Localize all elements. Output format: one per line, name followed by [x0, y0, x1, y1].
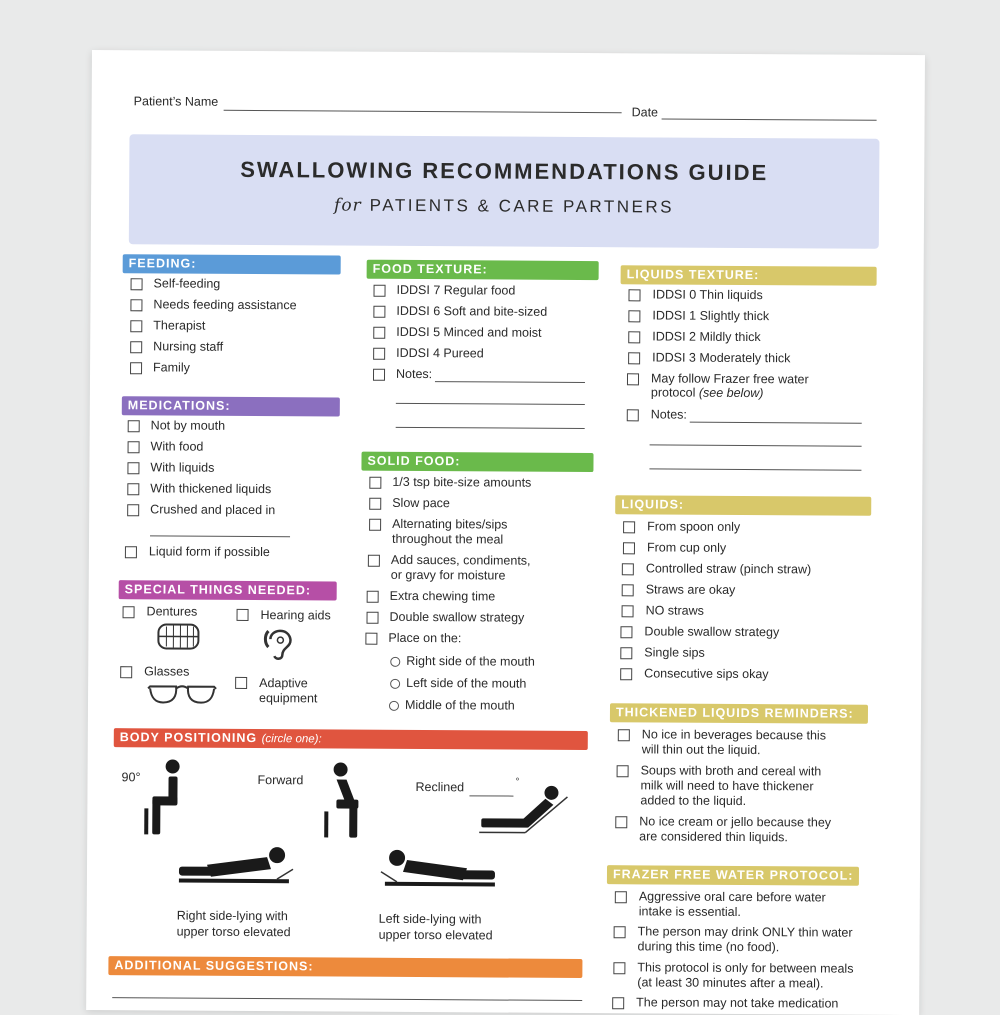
- checkbox[interactable]: [612, 997, 624, 1009]
- glasses-icon: [146, 682, 218, 706]
- hearing-aid-icon: [264, 625, 294, 661]
- checkbox[interactable]: [622, 605, 634, 617]
- checkbox[interactable]: [628, 331, 640, 343]
- list-item: With thickened liquids: [150, 481, 271, 497]
- checkbox[interactable]: [373, 306, 385, 318]
- body-title-note: (circle one):: [262, 733, 322, 745]
- list-item-cont: during this time (no food).: [637, 939, 779, 955]
- checkbox[interactable]: [120, 666, 132, 678]
- checkbox[interactable]: [622, 584, 634, 596]
- list-item-cont: intake is essential.: [639, 904, 741, 920]
- list-item: Alternating bites/sips: [392, 517, 507, 533]
- checkbox[interactable]: [127, 504, 139, 516]
- checkbox[interactable]: [368, 555, 380, 567]
- list-item: With food: [151, 439, 204, 454]
- frazer-list: [92, 50, 925, 55]
- frazer-header: FRAZER FREE WATER PROTOCOL:: [607, 865, 859, 886]
- sitting-forward-icon[interactable]: [322, 761, 366, 837]
- list-item: Soups with broth and cereal with: [641, 763, 822, 779]
- list-item: IDDSI 1 Slightly thick: [652, 308, 769, 324]
- crushed-line[interactable]: [150, 534, 290, 537]
- radio-button[interactable]: [390, 657, 400, 667]
- checkbox[interactable]: [615, 891, 627, 903]
- checkbox[interactable]: [620, 626, 632, 638]
- patient-name-line[interactable]: [224, 109, 622, 113]
- checkbox[interactable]: [369, 519, 381, 531]
- checkbox[interactable]: [615, 816, 627, 828]
- list-item: The person may drink ONLY thin water: [638, 924, 853, 940]
- list-item: IDDSI 7 Regular food: [396, 283, 515, 299]
- notes-line[interactable]: [690, 421, 862, 424]
- radio-button[interactable]: [390, 679, 400, 689]
- list-item: Middle of the mouth: [405, 698, 515, 714]
- list-item-cont: (at least 30 minutes after a meal).: [637, 975, 823, 991]
- checkbox[interactable]: [237, 609, 249, 621]
- checkbox[interactable]: [130, 299, 142, 311]
- checkbox[interactable]: [628, 310, 640, 322]
- right-side-lying-label-2: upper torso elevated: [177, 925, 291, 941]
- date-line[interactable]: [662, 117, 877, 120]
- list-item: No ice cream or jello because they: [639, 814, 831, 830]
- dentures-label: Dentures: [147, 604, 198, 619]
- checkbox[interactable]: [130, 320, 142, 332]
- list-item: IDDSI 2 Mildly thick: [652, 329, 760, 345]
- list-item: Left side of the mouth: [406, 676, 526, 692]
- checkbox[interactable]: [235, 677, 247, 689]
- solid-food-header: SOLID FOOD:: [361, 452, 593, 472]
- checkbox[interactable]: [125, 546, 137, 558]
- list-item: IDDSI 5 Minced and moist: [396, 325, 541, 341]
- list-item: Needs feeding assistance: [153, 297, 296, 313]
- checkbox[interactable]: [627, 409, 639, 421]
- list-item-cont: will thin out the liquid.: [642, 742, 761, 758]
- solid-food-list: [92, 50, 925, 55]
- list-item: Double swallow strategy: [389, 610, 524, 626]
- list-item: Slow pace: [392, 496, 450, 511]
- list-item: This protocol is only for between meals: [637, 960, 853, 976]
- title-banner: [129, 134, 880, 249]
- patient-name-label: Patient’s Name: [134, 94, 219, 109]
- list-item: Straws are okay: [646, 582, 736, 598]
- checkbox[interactable]: [618, 729, 630, 741]
- list-item: Place on the:: [388, 631, 461, 646]
- list-item: Therapist: [153, 318, 205, 333]
- checkbox[interactable]: [128, 441, 140, 453]
- list-item-cont: throughout the meal: [392, 532, 503, 548]
- checkbox[interactable]: [130, 341, 142, 353]
- liquids-texture-header: LIQUIDS TEXTURE:: [621, 265, 877, 286]
- see-below-note: (see below): [699, 386, 764, 400]
- list-item: IDDSI 4 Pureed: [396, 346, 484, 362]
- list-item: Not by mouth: [151, 418, 225, 433]
- checkbox[interactable]: [369, 498, 381, 510]
- checkbox[interactable]: [620, 647, 632, 659]
- reclined-text: Reclined: [415, 780, 464, 794]
- list-item: Self-feeding: [154, 276, 221, 291]
- left-side-lying-label-2: upper torso elevated: [379, 928, 493, 944]
- list-item: Notes:: [651, 407, 687, 422]
- adaptive-label-2: equipment: [259, 691, 317, 706]
- list-item: Consecutive sips okay: [644, 666, 768, 682]
- checkbox[interactable]: [617, 765, 629, 777]
- checkbox[interactable]: [628, 289, 640, 301]
- thickened-header: THICKENED LIQUIDS REMINDERS:: [610, 703, 868, 724]
- checkbox[interactable]: [623, 542, 635, 554]
- checkbox[interactable]: [131, 278, 143, 290]
- list-item: IDDSI 6 Soft and bite-sized: [396, 304, 547, 320]
- position-forward-label: Forward: [257, 773, 303, 788]
- checkbox[interactable]: [369, 477, 381, 489]
- medications-header: MEDICATIONS:: [122, 396, 340, 416]
- hearing-aids-label: Hearing aids: [261, 608, 331, 623]
- left-side-lying-label-1: Left side-lying with: [379, 912, 482, 928]
- checkbox[interactable]: [628, 352, 640, 364]
- list-item: IDDSI 3 Moderately thick: [652, 350, 790, 366]
- checkbox[interactable]: [620, 668, 632, 680]
- checkbox[interactable]: [622, 563, 634, 575]
- checkbox[interactable]: [613, 962, 625, 974]
- list-item: With liquids: [150, 460, 214, 475]
- list-item: Extra chewing time: [390, 589, 496, 605]
- right-side-lying-icon[interactable]: [177, 845, 297, 890]
- checkbox[interactable]: [373, 348, 385, 360]
- page-title: SWALLOWING RECOMMENDATIONS GUIDE: [129, 156, 879, 187]
- list-item-cont: are considered thin liquids.: [639, 829, 788, 845]
- body-positioning-header: [114, 728, 588, 750]
- list-item-cont: or gravy for moisture: [391, 568, 506, 584]
- list-item: Notes:: [396, 367, 432, 382]
- list-item-cont: added to the liquid.: [640, 793, 746, 809]
- medications-list: [92, 50, 925, 55]
- liquids-texture-list: [92, 50, 925, 55]
- list-item: IDDSI 0 Thin liquids: [652, 287, 762, 303]
- list-item: Double swallow strategy: [644, 624, 779, 640]
- checkbox[interactable]: [367, 612, 379, 624]
- thickened-list: [92, 50, 925, 55]
- checkbox[interactable]: [373, 285, 385, 297]
- list-item-cont: [651, 385, 764, 401]
- list-item: Liquid form if possible: [149, 544, 270, 560]
- food-texture-header: FOOD TEXTURE:: [367, 260, 599, 280]
- dentures-icon: [156, 622, 200, 650]
- checkbox[interactable]: [367, 591, 379, 603]
- checkbox[interactable]: [614, 926, 626, 938]
- checkbox[interactable]: [123, 606, 135, 618]
- checkbox[interactable]: [130, 362, 142, 374]
- subtitle-text: PATIENTS & CARE PARTNERS: [370, 196, 674, 217]
- list-item: Add sauces, condiments,: [391, 553, 531, 569]
- worksheet-page: [86, 50, 925, 1015]
- list-item: NO straws: [646, 603, 704, 618]
- body-title: BODY POSITIONING: [120, 730, 257, 745]
- feeding-list: [92, 50, 925, 55]
- glasses-label: Glasses: [144, 664, 189, 679]
- additional-header: ADDITIONAL SUGGESTIONS:: [108, 956, 582, 978]
- list-item: Aggressive oral care before water: [639, 889, 826, 905]
- checkbox[interactable]: [365, 633, 377, 645]
- position-reclined-label: [415, 780, 464, 795]
- notes-line[interactable]: [396, 402, 585, 405]
- date-label: Date: [632, 105, 658, 119]
- notes-line[interactable]: [650, 443, 862, 446]
- notes-line[interactable]: [435, 380, 585, 383]
- list-item: From cup only: [647, 540, 726, 555]
- subtitle-for: for: [334, 195, 362, 215]
- list-item: Right side of the mouth: [406, 654, 535, 670]
- checkbox[interactable]: [128, 420, 140, 432]
- feeding-header: FEEDING:: [123, 254, 341, 274]
- left-side-lying-icon[interactable]: [377, 848, 497, 893]
- list-item: Family: [153, 360, 190, 375]
- checkbox[interactable]: [127, 483, 139, 495]
- checkbox[interactable]: [127, 462, 139, 474]
- adaptive-label-1: Adaptive: [259, 676, 308, 691]
- notes-line[interactable]: [649, 467, 861, 470]
- list-item: From spoon only: [647, 519, 740, 535]
- checkbox[interactable]: [373, 369, 385, 381]
- list-item: Single sips: [644, 645, 705, 660]
- position-90-label: 90°: [122, 770, 141, 785]
- notes-line[interactable]: [396, 426, 585, 429]
- liquids-header: LIQUIDS:: [615, 495, 871, 516]
- sitting-upright-icon[interactable]: [142, 758, 186, 834]
- checkbox[interactable]: [373, 327, 385, 339]
- protocol-text: protocol: [651, 385, 696, 399]
- liquids-list: [92, 50, 925, 55]
- radio-button[interactable]: [389, 701, 399, 711]
- list-item: May follow Frazer free water: [651, 371, 809, 387]
- reclined-icon[interactable]: [479, 782, 571, 835]
- right-side-lying-label-1: Right side-lying with: [177, 909, 288, 925]
- food-texture-list: [92, 50, 925, 55]
- suggestions-line[interactable]: [112, 996, 582, 1001]
- list-item: Controlled straw (pinch straw): [646, 561, 811, 577]
- checkbox[interactable]: [627, 373, 639, 385]
- list-item: No ice in beverages because this: [642, 727, 826, 743]
- degree-symbol: °: [515, 775, 519, 790]
- list-item: 1/3 tsp bite-size amounts: [392, 475, 531, 491]
- list-item: The person may not take medication: [636, 995, 838, 1011]
- list-item: Nursing staff: [153, 339, 223, 354]
- checkbox[interactable]: [623, 521, 635, 533]
- list-item-cont: milk will need to have thickener: [640, 778, 813, 794]
- list-item: Crushed and placed in: [150, 502, 275, 518]
- special-header: SPECIAL THINGS NEEDED:: [119, 580, 337, 600]
